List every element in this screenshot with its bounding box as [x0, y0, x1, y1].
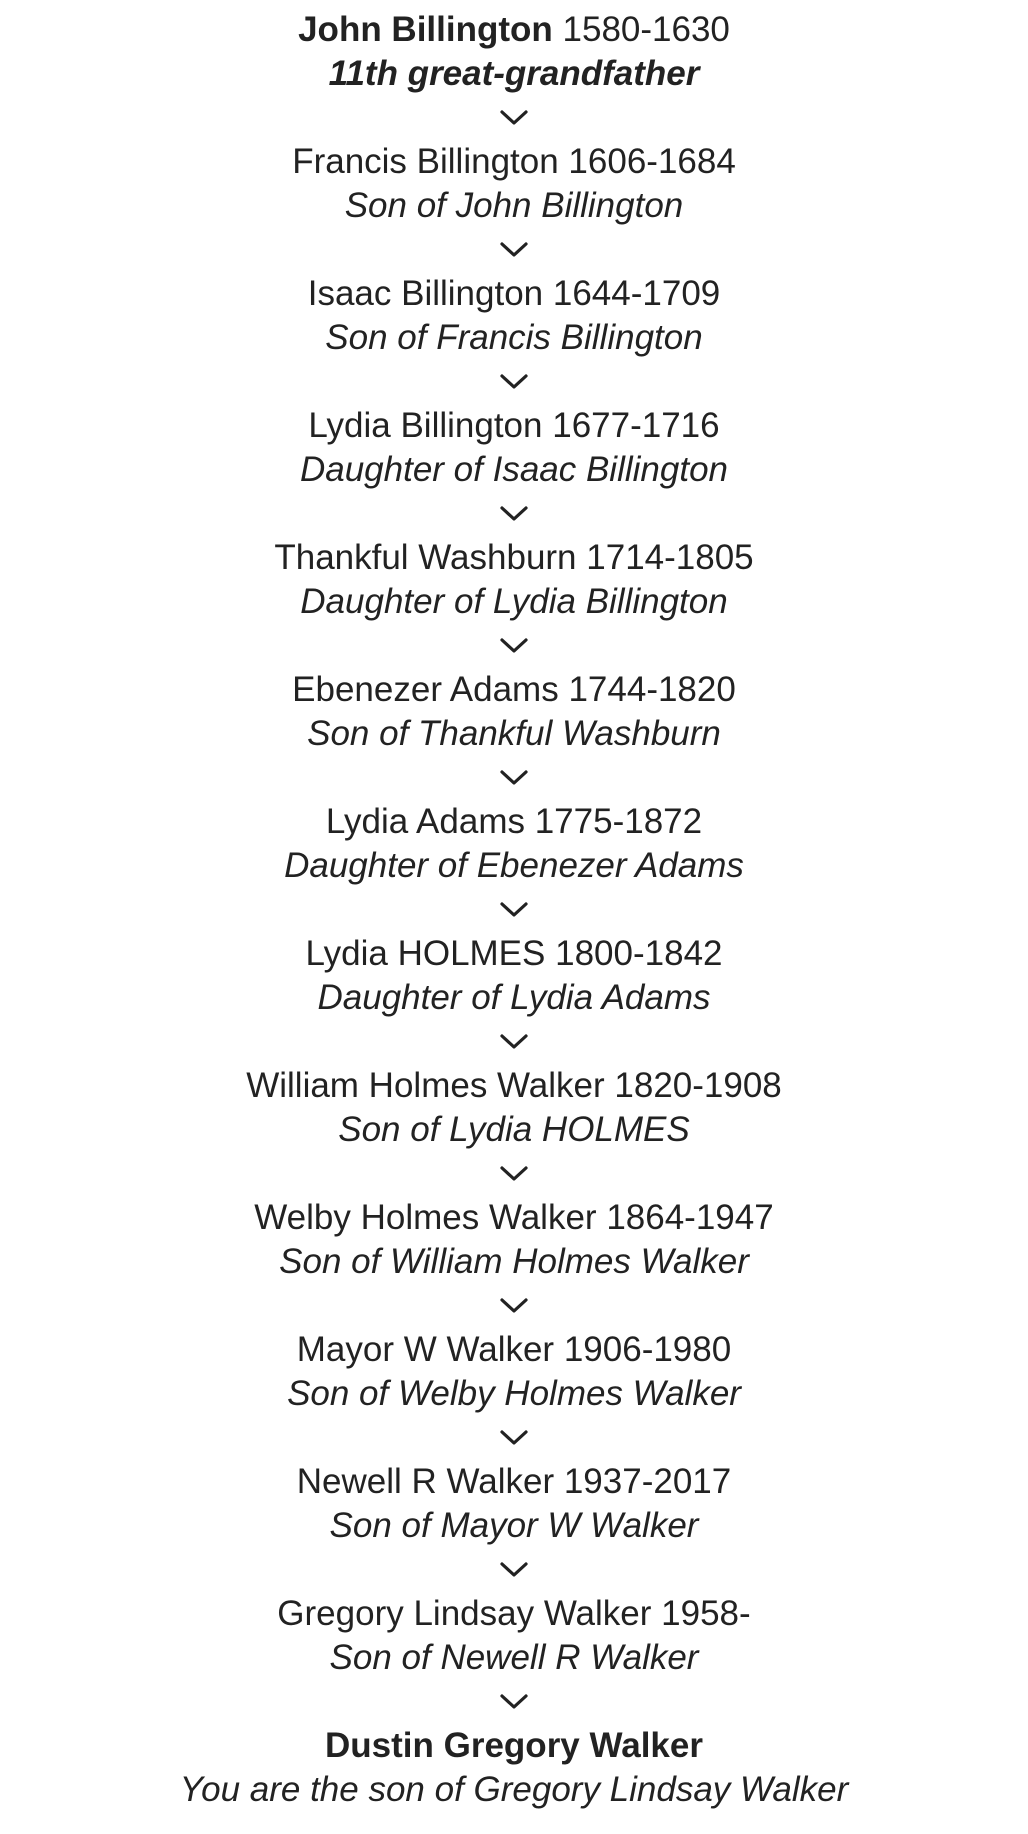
- chevron-down-icon: [0, 492, 1028, 536]
- person-line: [298, 8, 730, 52]
- ancestor-entry: [0, 272, 1028, 360]
- person-years: 1800-1842: [555, 934, 723, 973]
- person-line: [297, 1460, 731, 1504]
- relationship-label: Son of Thankful Washburn: [307, 714, 721, 753]
- person-line: [292, 668, 736, 712]
- chevron-down-icon: [0, 1020, 1028, 1064]
- ancestor-entry: [0, 1592, 1028, 1680]
- person-years: 1580-1630: [562, 10, 730, 49]
- person-years: 1937-2017: [563, 1462, 732, 1501]
- ancestor-entry: [0, 800, 1028, 888]
- person-name: Dustin Gregory Walker: [325, 1726, 703, 1765]
- chevron-down-icon: [0, 1416, 1028, 1460]
- relationship-label: Son of William Holmes Walker: [279, 1242, 749, 1281]
- person-years: 1677-1716: [552, 406, 720, 445]
- person-line: [325, 1724, 703, 1768]
- person-line: [292, 140, 736, 184]
- person-name: Lydia Adams: [325, 802, 525, 841]
- ancestor-entry: [0, 1064, 1028, 1152]
- person-years: 1644-1709: [552, 274, 721, 313]
- person-years: 1906-1980: [563, 1330, 732, 1369]
- chevron-down-icon: [0, 1284, 1028, 1328]
- person-years: 1744-1820: [568, 670, 736, 709]
- person-years: 1864-1947: [606, 1198, 774, 1237]
- person-line: [254, 1196, 773, 1240]
- person-line: [297, 1328, 731, 1372]
- ancestor-entry: [0, 1328, 1028, 1416]
- person-years: 1714-1805: [586, 538, 754, 577]
- relationship-label: Son of Welby Holmes Walker: [287, 1374, 741, 1413]
- person-name: Mayor W Walker: [296, 1330, 555, 1369]
- ancestor-entry: [0, 932, 1028, 1020]
- ancestor-entry: [0, 1196, 1028, 1284]
- person-years: 1775-1872: [534, 802, 703, 841]
- chevron-down-icon: [0, 1548, 1028, 1592]
- relationship-label: Daughter of Isaac Billington: [299, 450, 729, 489]
- ancestor-entry: [0, 140, 1028, 228]
- person-name: Thankful Washburn: [274, 538, 577, 577]
- relationship-label: Son of John Billington: [344, 186, 684, 225]
- ancestor-entry: [0, 8, 1028, 96]
- chevron-down-icon: [0, 624, 1028, 668]
- person-line: [308, 272, 721, 316]
- relationship-label: Daughter of Lydia Billington: [300, 582, 728, 621]
- relationship-label: 11th great-grandfather: [328, 54, 700, 93]
- relationship-label: Daughter of Lydia Adams: [317, 978, 711, 1017]
- chevron-down-icon: [0, 756, 1028, 800]
- ancestor-entry: [0, 1724, 1028, 1812]
- person-line: [277, 1592, 750, 1636]
- person-name: Gregory Lindsay Walker: [277, 1594, 652, 1633]
- person-years: 1820-1908: [614, 1066, 782, 1105]
- person-name: Ebenezer Adams: [292, 670, 559, 709]
- relationship-label: Son of Francis Billington: [325, 318, 703, 357]
- chevron-down-icon: [0, 1680, 1028, 1724]
- person-name: Isaac Billington: [307, 274, 544, 313]
- chevron-down-icon: [0, 228, 1028, 272]
- relationship-label: Daughter of Ebenezer Adams: [284, 846, 744, 885]
- person-years: 1958-: [661, 1594, 751, 1633]
- person-name: Lydia Billington: [308, 406, 543, 445]
- chevron-down-icon: [0, 888, 1028, 932]
- person-line: [305, 932, 722, 976]
- person-years: 1606-1684: [568, 142, 736, 181]
- relationship-label: Son of Mayor W Walker: [329, 1506, 699, 1545]
- person-line: [308, 404, 719, 448]
- person-name: Lydia HOLMES: [305, 934, 546, 973]
- person-name: Francis Billington: [292, 142, 559, 181]
- ancestor-entry: [0, 536, 1028, 624]
- ancestor-entry: [0, 668, 1028, 756]
- person-line: [326, 800, 702, 844]
- chevron-down-icon: [0, 96, 1028, 140]
- relationship-label: Son of Newell R Walker: [329, 1638, 699, 1677]
- person-line: [246, 1064, 782, 1108]
- person-line: [274, 536, 753, 580]
- ancestor-entry: [0, 1460, 1028, 1548]
- person-name: Welby Holmes Walker: [254, 1198, 597, 1237]
- chevron-down-icon: [0, 360, 1028, 404]
- person-name: Newell R Walker: [296, 1462, 555, 1501]
- person-name: John Billington: [298, 10, 553, 49]
- relationship-label: You are the son of Gregory Lindsay Walker: [179, 1770, 849, 1809]
- relationship-label: Son of Lydia HOLMES: [338, 1110, 690, 1149]
- chevron-down-icon: [0, 1152, 1028, 1196]
- ancestor-entry: [0, 404, 1028, 492]
- person-name: William Holmes Walker: [246, 1066, 605, 1105]
